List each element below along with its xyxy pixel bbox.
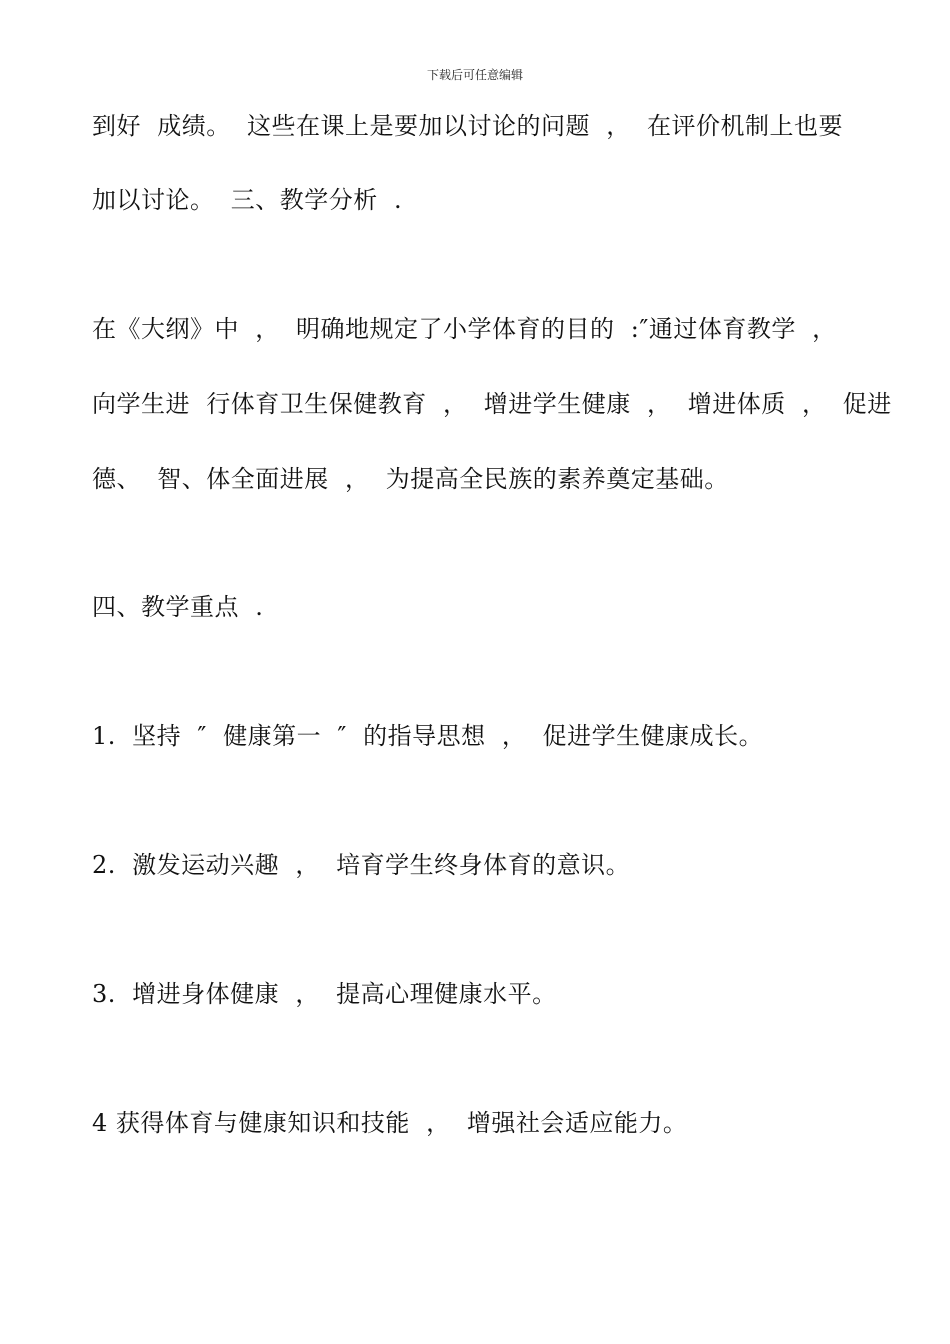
paragraph-line: 德、 智、体全面进展 ， 为提高全民族的素养奠定基础。 xyxy=(92,465,729,493)
paragraph-line: 到好 成绩。 这些在课上是要加以讨论的问题 ， 在评价机制上也要 xyxy=(92,112,844,140)
list-item: 1. 坚持 ″ 健康第一 ″ 的指导思想 ， 促进学生健康成长。 xyxy=(92,722,764,750)
section-heading: 四、教学重点 . xyxy=(92,593,264,621)
page-header: 下载后可任意编辑 xyxy=(426,68,523,82)
paragraph-line: 加以讨论。 三、教学分析 . xyxy=(92,186,403,214)
list-item: 3. 增进身体健康 ， 提高心理健康水平。 xyxy=(92,980,557,1008)
list-item: 4 获得体育与健康知识和技能 ， 增强社会适应能力。 xyxy=(92,1109,688,1137)
paragraph-line: 在《大纲》中 ， 明确地规定了小学体育的目的 :″通过体育教学 ， xyxy=(92,315,837,343)
list-item: 2. 激发运动兴趣 ， 培育学生终身体育的意识。 xyxy=(92,851,631,879)
paragraph-line: 向学生进 行体育卫生保健教育 ， 增进学生健康 ， 增进体质 ， 促进 xyxy=(92,390,892,418)
